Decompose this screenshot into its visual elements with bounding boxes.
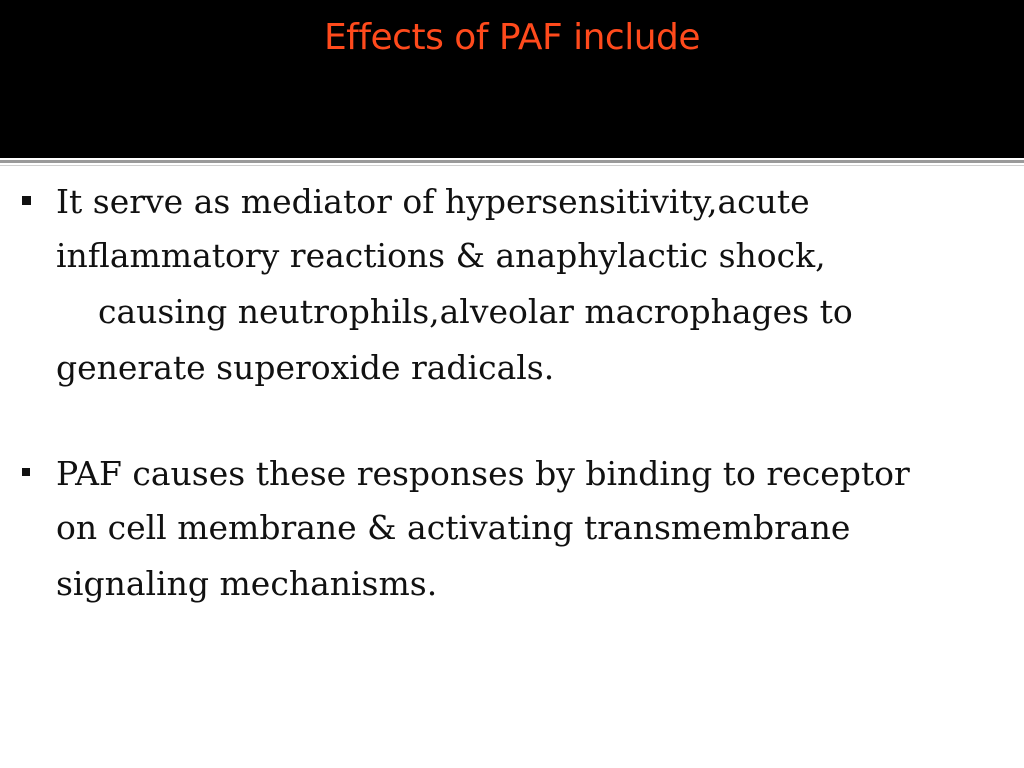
bullet-2-line-2: on cell membrane & activating transmembrane — [56, 508, 851, 547]
header-divider-thin — [0, 165, 1024, 166]
bullet-2-line-3: signaling mechanisms. — [56, 564, 438, 603]
square-bullet-icon — [22, 196, 31, 205]
bullet-item-1 — [0, 176, 1024, 396]
bullet-item-2 — [0, 452, 1024, 622]
bullet-1-line-2: inflammatory reactions & anaphylactic shock, — [56, 236, 826, 275]
square-bullet-icon — [22, 468, 30, 476]
bullet-2-line-1: PAF causes these responses by binding to receptor — [56, 454, 910, 493]
bullet-1-line-1: It serve as mediator of hypersensitivity,acute — [56, 182, 810, 221]
bullet-1-line-3: causing neutrophils,alveolar macrophages to — [98, 292, 853, 331]
bullet-1-line-4: generate superoxide radicals. — [56, 348, 555, 387]
slide-title: Effects of PAF include — [323, 17, 701, 58]
slide-header — [0, 0, 1024, 158]
header-divider — [0, 160, 1024, 163]
